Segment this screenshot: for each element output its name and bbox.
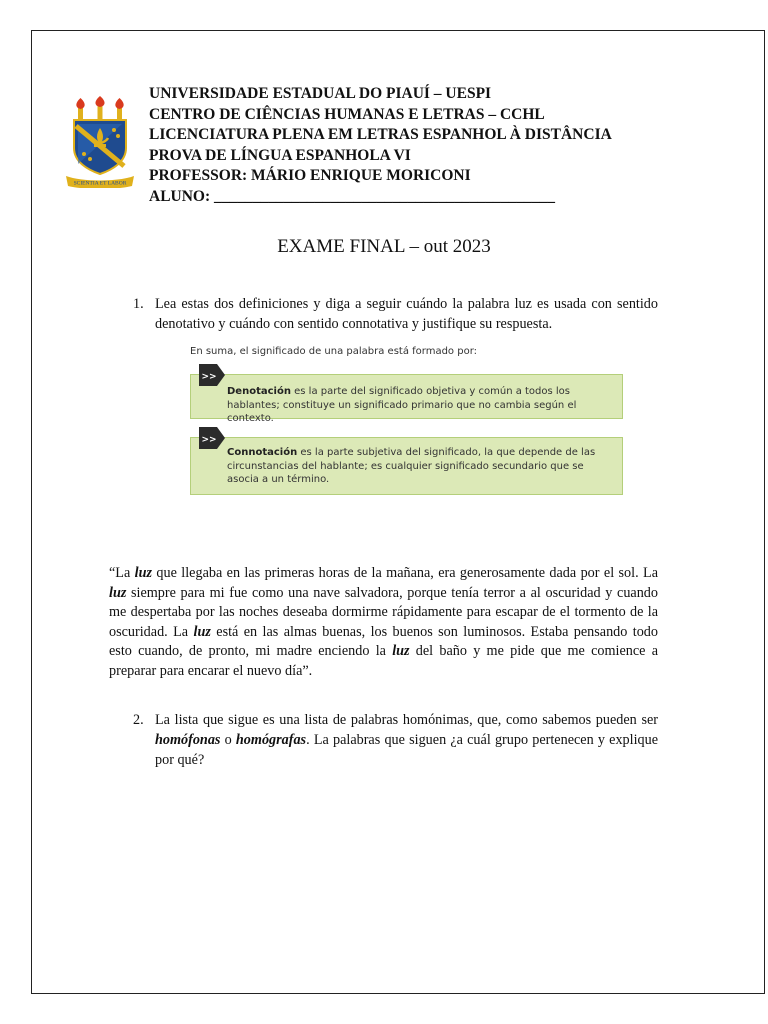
- svg-text:SCIENTIA ET LABOR: SCIENTIA ET LABOR: [73, 180, 127, 187]
- header-student: ALUNO: ____________________________________________: [149, 187, 556, 205]
- chevron-icon: [199, 364, 225, 386]
- denotacion-text: es la parte del significado objetiva y común a todos los hablantes; constituye un significado primario que no cambia según el contexto.: [227, 386, 577, 424]
- question-text: . La palabras que siguen ¿a cuál grupo pertenecen y explique por qué?: [155, 732, 658, 768]
- torch-icon: [95, 96, 104, 120]
- header-exam: PROVA DE LÍNGUA ESPANHOLA VI: [149, 146, 411, 164]
- question-2: [133, 710, 658, 770]
- question-text: La lista que sigue es una lista de palabras homónimas, que, como sabemos pueden ser: [155, 712, 658, 728]
- header-university: UNIVERSIDADE ESTADUAL DO PIAUÍ – UESPI: [149, 85, 492, 102]
- question-text: Lea estas dos definiciones y diga a seguir cuándo la palabra luz es usada con sentido denotativo y cuándo con sentido connotativa y justifique su respuesta.: [155, 296, 658, 332]
- chevron-icon: [199, 427, 225, 449]
- torch-icon: [76, 98, 84, 122]
- connotacion-box: [190, 437, 623, 495]
- keyword-luz: luz: [193, 623, 211, 640]
- question-text: o: [220, 732, 236, 748]
- torch-icon: [115, 98, 123, 122]
- question-number: 2.: [133, 712, 144, 728]
- question-number: 1.: [133, 296, 144, 312]
- institution-header: [149, 84, 669, 207]
- denotacion-term: Denotación: [227, 386, 291, 397]
- keyword-luz: luz: [109, 584, 127, 601]
- connotacion-term: Connotación: [227, 447, 298, 458]
- quote-text: está en las almas buenas, los buenos son luminosos. Estaba pensando todo esto cuando, de pronto, mi madre enciendo la: [109, 623, 658, 660]
- header-course: LICENCIATURA PLENA EM LETRAS ESPANHOL À DISTÂNCIA: [149, 126, 612, 143]
- header-center: CENTRO DE CIÊNCIAS HUMANAS E LETRAS – CCHL: [149, 105, 545, 123]
- svg-text:>>: >>: [201, 372, 217, 382]
- denotacion-box: [190, 372, 623, 424]
- quote-text: del baño y me pide que me comience a preparar para encarar el nuevo día”.: [109, 643, 658, 679]
- quote-text: que llegaba en las primeras horas de la mañana, era generosamente dada por el sol. La: [152, 565, 658, 581]
- university-crest-logo: [64, 96, 136, 188]
- term-homografas: homógrafas: [235, 732, 307, 748]
- quoted-passage: [109, 564, 658, 682]
- quote-text: siempre para mi fue como una nave salvadora, porque tenía terror a al oscuridad y cuando me despertaba por las noches deseaba dormirme rápidamente para escapar de el tormento de la oscuridad. La: [109, 584, 658, 640]
- keyword-luz: luz: [392, 643, 410, 660]
- definitions-lead: En suma, el significado de una palabra está formado por:: [190, 346, 477, 357]
- quote-text: “La: [109, 565, 135, 581]
- question-1: [133, 294, 658, 334]
- term-homofonas: homófonas: [155, 732, 221, 748]
- connotacion-text: es la parte subjetiva del significado, la que depende de las circunstancias del hablante; es cualquier significado secundario que se asocia a un término.: [227, 447, 596, 485]
- definitions-figure: [190, 346, 623, 506]
- keyword-luz: luz: [134, 565, 153, 581]
- exam-title: EXAME FINAL – out 2023: [277, 236, 491, 257]
- header-professor: PROFESSOR: MÁRIO ENRIQUE MORICONI: [149, 167, 471, 184]
- svg-text:>>: >>: [201, 435, 217, 445]
